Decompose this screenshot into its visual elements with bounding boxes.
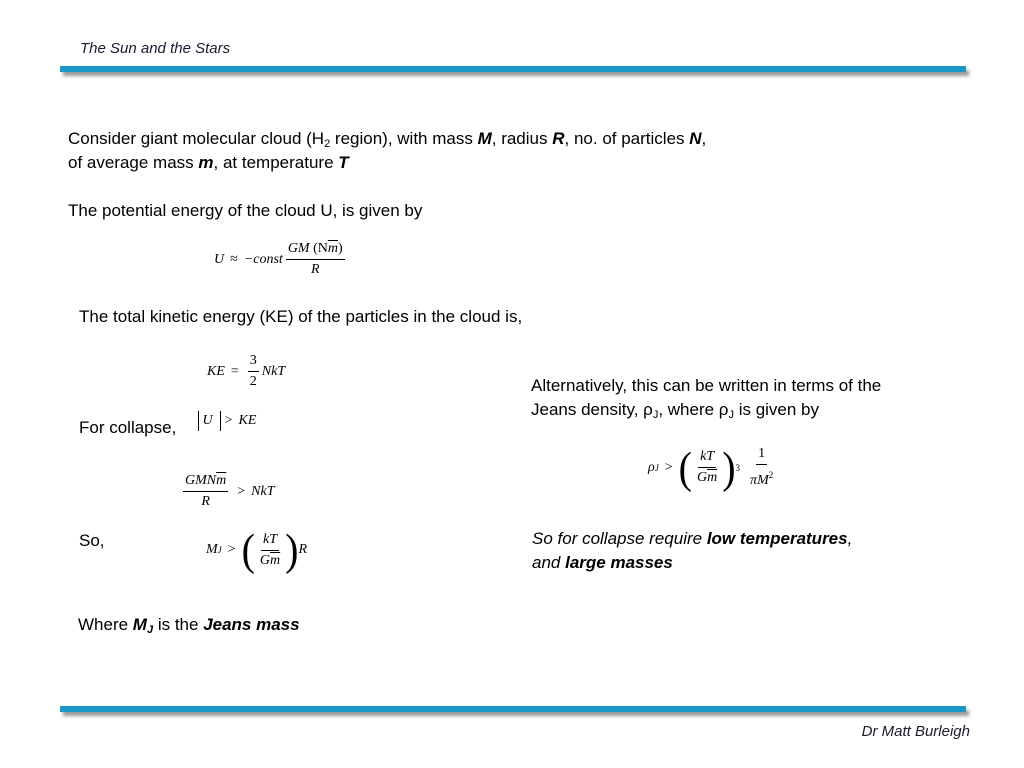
potential-energy-equation: U ≈ −const $\frac{GM (N\overline{m})}{R}$: [214, 241, 343, 277]
potential-energy-text: The potential energy of the cloud U, is given by: [68, 201, 423, 220]
intro-line-1: Consider giant molecular cloud ($H_2$ region), with mass M, radius R, no. of particles N,: [68, 129, 707, 150]
collapse-inequality-equation: $\frac{GMN\overline{m}}{R}$ > NkT: [185, 473, 275, 509]
jeans-mass-definition: Where $M_J$ is the Jeans mass: [78, 615, 300, 636]
intro-line-2: of average mass m, at temperature T: [68, 153, 349, 172]
conclusion-line-1: So for collapse require low temperatures,: [532, 529, 853, 548]
alternative-line-2: Jeans density, $\rho_J$, where $\rho_J$ is given by: [531, 400, 820, 421]
collapse-label: For collapse,: [79, 418, 177, 437]
collapse-equation: U > KE: [198, 411, 256, 431]
footer-rule: [60, 706, 966, 712]
jeans-mass-equation: M J > ( $\frac{kT}{G\overline{m}}$ ) R: [206, 524, 308, 575]
kinetic-energy-equation: KE = $\frac{3}{2}$ NkT: [207, 353, 286, 389]
footer-author: Dr Matt Burleigh: [861, 723, 970, 740]
alternative-line-1: Alternatively, this can be written in terms of the: [531, 376, 882, 395]
header-rule: [60, 66, 966, 72]
conclusion-line-2: and large masses: [532, 553, 673, 572]
header-title: The Sun and the Stars: [80, 40, 231, 57]
kinetic-energy-text: The total kinetic energy (KE) of the particles in the cloud is,: [79, 307, 523, 326]
so-label: So,: [79, 531, 105, 550]
jeans-density-equation: ρ J > ( $\frac{kT}{G\overline{m}}$ ) 3 $\frac{1}{\pi M^2}$: [648, 442, 774, 492]
